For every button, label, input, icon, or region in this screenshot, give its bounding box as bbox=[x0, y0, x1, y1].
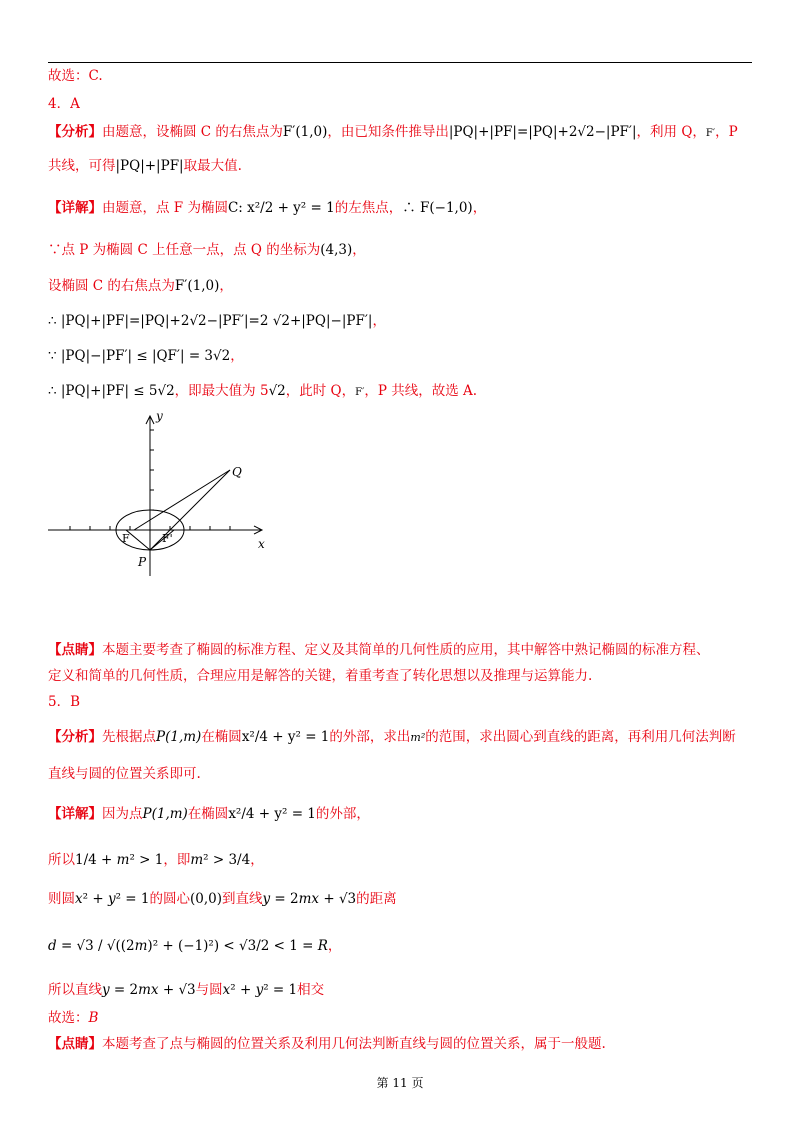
y-ticks bbox=[150, 430, 154, 510]
q4-detail-line2: ∵点 P 为椭圆 C 上任意一点，点 Q 的坐标为(4,3)， bbox=[48, 242, 366, 258]
y-axis-label: y bbox=[156, 409, 163, 423]
question-4-header: 4．A bbox=[48, 96, 80, 112]
header-rule bbox=[48, 62, 752, 63]
q5-analysis-line1: 【分析】先根据点P(1,m)在椭圆x²/4 + y² = 1的外部，求出m²的范围，求出圆心到直线的距离，再利用几何法判断 bbox=[48, 729, 736, 745]
q4-comment-line1: 【点睛】本题主要考查了椭圆的标准方程、定义及其简单的几何性质的应用，其中解答中熟记椭圆的标准方程、 bbox=[48, 642, 710, 658]
q4-detail-line3: 设椭圆 C 的右焦点为F′(1,0)， bbox=[48, 278, 233, 294]
point-p-label: P bbox=[138, 555, 147, 569]
q4-detail-line1: 【详解】由题意，点 F 为椭圆C: x²/2 + y² = 1的左焦点，∴ F(−1,0)， bbox=[48, 200, 487, 216]
q4-comment-line2: 定义和简单的几何性质，合理应用是解答的关键，着重考查了转化思想以及推理与运算能力. bbox=[48, 668, 593, 684]
q5-detail-line3: 则圆x² + y² = 1的圆心(0,0)到直线y = 2mx + √3的距离 bbox=[48, 891, 397, 907]
x-axis-label: x bbox=[258, 537, 265, 551]
q5-answer: 故选：B bbox=[48, 1010, 99, 1026]
q5-detail-line2: 所以1/4 + m² > 1，即m² > 3/4， bbox=[48, 852, 264, 868]
ellipse-figure bbox=[40, 408, 280, 578]
q4-analysis-line2: 共线，可得|PQ|+|PF|取最大值. bbox=[48, 158, 242, 174]
point-f-label: F bbox=[122, 532, 130, 545]
point-fprime-label: F' bbox=[162, 532, 173, 545]
q5-detail-line1: 【详解】因为点P(1,m)在椭圆x²/4 + y² = 1的外部， bbox=[48, 806, 370, 822]
question-5-header: 5．B bbox=[48, 694, 81, 710]
page-number: 第 11 页 bbox=[376, 1076, 424, 1090]
line-fprime-q bbox=[134, 470, 230, 530]
q5-analysis-line2: 直线与圆的位置关系即可. bbox=[48, 766, 201, 782]
q4-detail-line4: ∴ |PQ|+|PF|=|PQ|+2√2−|PF′|=2 √2+|PQ|−|PF′|， bbox=[48, 313, 386, 329]
point-q-label: Q bbox=[232, 465, 242, 479]
q4-detail-line6: ∴ |PQ|+|PF| ≤ 5√2，即最大值为 5√2，此时 Q，F′，P 共线，故选 A. bbox=[48, 383, 478, 399]
q4-analysis-line1: 【分析】由题意，设椭圆 C 的右焦点为F′(1,0)，由已知条件推导出|PQ|+|PF|=|PQ|+2√2−|PF′|，利用 Q，F′，P bbox=[48, 124, 738, 140]
q5-comment: 【点睛】本题考查了点与椭圆的位置关系及利用几何法判断直线与圆的位置关系，属于一般题. bbox=[48, 1036, 606, 1052]
q5-detail-line4: d = √3 / √((2m)² + (−1)²) < √3/2 < 1 = R， bbox=[48, 938, 342, 954]
answer-line-prev: 故选：C. bbox=[48, 68, 103, 84]
q4-detail-line5: ∵ |PQ|−|PF′| ≤ |QF′| = 3√2， bbox=[48, 348, 244, 364]
q5-detail-line5: 所以直线y = 2mx + √3与圆x² + y² = 1相交 bbox=[48, 982, 325, 998]
